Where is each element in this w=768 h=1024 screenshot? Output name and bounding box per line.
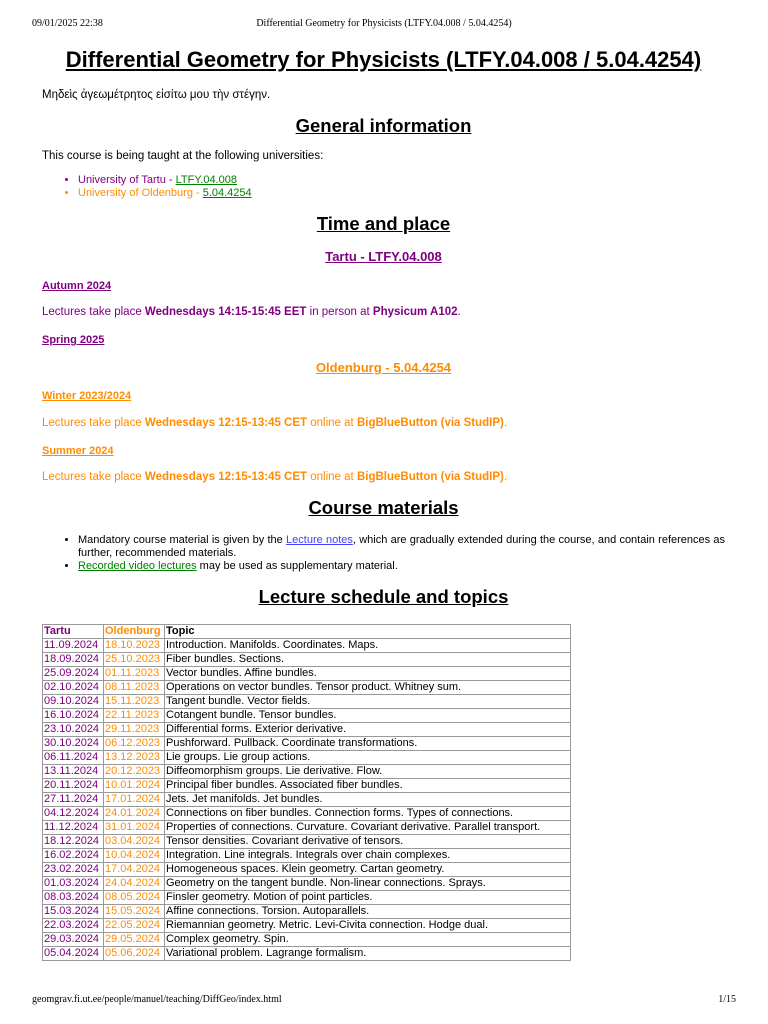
schedule-mid: online at [307,471,357,483]
topic-cell: Riemannian geometry. Metric. Levi-Civita connection. Hodge dual. [165,919,571,933]
topic-cell: Tangent bundle. Vector fields. [165,695,571,709]
oldenburg-date-cell: 24.04.2024 [104,877,165,891]
table-row [43,933,571,947]
print-date: 09/01/2025 22:38 [32,18,103,29]
table-row [43,779,571,793]
oldenburg-date-cell: 20.12.2023 [104,765,165,779]
university-item-oldenburg [78,187,725,200]
table-row [43,891,571,905]
schedule-end: . [503,471,508,483]
oldenburg-date-cell: 13.12.2023 [104,751,165,765]
table-row [43,639,571,653]
topic-cell: Homogeneous spaces. Klein geometry. Cartan geometry. [165,863,571,877]
oldenburg-date-cell: 01.11.2023 [104,667,165,681]
topic-cell: Operations on vector bundles. Tensor product. Whitney sum. [165,681,571,695]
oldenburg-date-cell: 06.12.2023 [104,737,165,751]
oldenburg-date-cell: 18.10.2023 [104,639,165,653]
table-header-row [43,625,571,639]
topic-cell: Properties of connections. Curvature. Covariant derivative. Parallel transport. [165,821,571,835]
topic-cell: Pushforward. Pullback. Coordinate transformations. [165,737,571,751]
time-and-place-heading: Time and place [316,213,451,234]
topic-cell: Variational problem. Lagrange formalism. [165,947,571,961]
column-header-oldenburg: Oldenburg [104,625,165,639]
table-row [43,667,571,681]
oldenburg-date-cell: 22.11.2023 [104,709,165,723]
tartu-date-cell: 09.10.2024 [43,695,104,709]
page-title: Differential Geometry for Physicists (LTFY.04.008 / 5.04.4254) [65,47,702,72]
autumn-2024-label: Autumn 2024 [42,280,112,292]
topic-cell: Differential forms. Exterior derivative. [165,723,571,737]
schedule-mid: online at [307,417,357,429]
schedule-time: Wednesdays 12:15-13:45 CET [144,417,308,429]
tartu-date-cell: 02.10.2024 [43,681,104,695]
schedule-end: . [503,417,508,429]
materials-text: Mandatory course material is given by the [78,534,287,546]
column-header-tartu: Tartu [43,625,104,639]
print-header [32,18,736,32]
topic-cell: Connections on fiber bundles. Connection forms. Types of connections. [165,807,571,821]
topic-cell: Introduction. Manifolds. Coordinates. Maps. [165,639,571,653]
schedule-mid: in person at [306,306,373,318]
oldenburg-date-cell: 24.01.2024 [104,807,165,821]
schedule-time: Wednesdays 12:15-13:45 CET [144,471,308,483]
motto: Μηδεὶς ἀγεωμέτρητος εἰσίτω μου τὴν στέγην. [42,89,271,101]
tartu-date-cell: 15.03.2024 [43,905,104,919]
university-item-tartu [78,174,725,187]
oldenburg-date-cell: 31.01.2024 [104,821,165,835]
materials-item-notes [78,534,725,560]
tartu-date-cell: 16.02.2024 [43,849,104,863]
table-row [43,807,571,821]
lecture-notes-link[interactable]: Lecture notes [286,534,353,546]
table-row [43,863,571,877]
course-code-link-tartu[interactable]: LTFY.04.008 [175,174,237,186]
oldenburg-date-cell: 29.05.2024 [104,933,165,947]
tartu-date-cell: 22.03.2024 [43,919,104,933]
tartu-date-cell: 23.10.2024 [43,723,104,737]
schedule-prefix: Lectures take place [42,417,145,429]
university-name-tartu: University of Tartu - [78,174,176,186]
general-information-heading: General information [295,115,472,136]
tartu-date-cell: 01.03.2024 [43,877,104,891]
tartu-date-cell: 04.12.2024 [43,807,104,821]
print-title: Differential Geometry for Physicists (LTFY.04.008 / 5.04.4254) [256,18,512,29]
schedule-prefix: Lectures take place [42,306,145,318]
oldenburg-date-cell: 08.05.2024 [104,891,165,905]
topic-cell: Complex geometry. Spin. [165,933,571,947]
schedule-table [42,624,571,961]
materials-text: may be used as supplementary material. [196,560,398,572]
topic-cell: Lie groups. Lie group actions. [165,751,571,765]
table-row [43,653,571,667]
topic-cell: Tensor densities. Covariant derivative of tensors. [165,835,571,849]
oldenburg-date-cell: 08.11.2023 [104,681,165,695]
table-row [43,765,571,779]
schedule-end: . [457,306,461,318]
schedule-table-body [43,639,571,961]
materials-item-videos [78,560,725,573]
topic-cell: Jets. Jet manifolds. Jet bundles. [165,793,571,807]
general-intro: This course is being taught at the following universities: [42,150,324,162]
schedule-place: BigBlueButton (via StudIP) [356,417,504,429]
table-row [43,751,571,765]
schedule-prefix: Lectures take place [42,471,145,483]
schedule-room: Physicum A102 [372,306,458,318]
tartu-heading: Tartu - LTFY.04.008 [325,249,442,264]
table-row [43,877,571,891]
topic-cell: Diffeomorphism groups. Lie derivative. Flow. [165,765,571,779]
table-row [43,709,571,723]
tartu-date-cell: 06.11.2024 [43,751,104,765]
tartu-date-cell: 18.09.2024 [43,653,104,667]
materials-list [42,534,725,573]
oldenburg-date-cell: 05.06.2024 [104,947,165,961]
spring-2025-label: Spring 2025 [42,334,105,346]
materials-text: , which are gradually extended during the course, and contain references as further, recommended materials. [78,534,726,559]
topic-cell: Finsler geometry. Motion of point particles. [165,891,571,905]
tartu-date-cell: 25.09.2024 [43,667,104,681]
oldenburg-heading: Oldenburg - 5.04.4254 [315,360,452,375]
oldenburg-date-cell: 03.04.2024 [104,835,165,849]
oldenburg-date-cell: 10.04.2024 [104,849,165,863]
table-row [43,723,571,737]
oldenburg-date-cell: 22.05.2024 [104,919,165,933]
oldenburg-date-cell: 15.11.2023 [104,695,165,709]
tartu-date-cell: 11.12.2024 [43,821,104,835]
course-code-link-oldenburg[interactable]: 5.04.4254 [202,187,252,199]
table-row [43,793,571,807]
topic-cell: Affine connections. Torsion. Autoparallels. [165,905,571,919]
table-row [43,737,571,751]
university-name-oldenburg: University of Oldenburg - [78,187,203,199]
table-row [43,681,571,695]
oldenburg-date-cell: 15.05.2024 [104,905,165,919]
tartu-date-cell: 11.09.2024 [43,639,104,653]
table-row [43,849,571,863]
course-materials-heading: Course materials [308,497,459,518]
tartu-date-cell: 27.11.2024 [43,793,104,807]
column-header-topic: Topic [165,625,571,639]
topic-cell: Principal fiber bundles. Associated fiber bundles. [165,779,571,793]
winter-2023-schedule [42,417,725,429]
summer-2024-schedule [42,471,725,483]
tartu-date-cell: 08.03.2024 [43,891,104,905]
schedule-place: BigBlueButton (via StudIP) [356,471,504,483]
tartu-date-cell: 20.11.2024 [43,779,104,793]
topic-cell: Integration. Line integrals. Integrals over chain complexes. [165,849,571,863]
tartu-date-cell: 05.04.2024 [43,947,104,961]
tartu-date-cell: 30.10.2024 [43,737,104,751]
oldenburg-date-cell: 17.04.2024 [104,863,165,877]
topic-cell: Cotangent bundle. Tensor bundles. [165,709,571,723]
table-row [43,905,571,919]
tartu-date-cell: 18.12.2024 [43,835,104,849]
winter-2023-label: Winter 2023/2024 [42,390,132,402]
summer-2024-label: Summer 2024 [42,445,114,457]
tartu-date-cell: 13.11.2024 [43,765,104,779]
tartu-date-cell: 23.02.2024 [43,863,104,877]
oldenburg-date-cell: 17.01.2024 [104,793,165,807]
autumn-2024-schedule [42,306,725,318]
table-row [43,695,571,709]
video-lectures-link[interactable]: Recorded video lectures [78,560,197,572]
university-list [42,174,725,200]
oldenburg-date-cell: 25.10.2023 [104,653,165,667]
schedule-heading: Lecture schedule and topics [258,586,509,607]
table-row [43,835,571,849]
table-row [43,947,571,961]
topic-cell: Vector bundles. Affine bundles. [165,667,571,681]
schedule-time: Wednesdays 14:15-15:45 EET [144,306,307,318]
topic-cell: Fiber bundles. Sections. [165,653,571,667]
table-row [43,821,571,835]
oldenburg-date-cell: 29.11.2023 [104,723,165,737]
topic-cell: Geometry on the tangent bundle. Non-linear connections. Sprays. [165,877,571,891]
oldenburg-date-cell: 10.01.2024 [104,779,165,793]
tartu-date-cell: 29.03.2024 [43,933,104,947]
table-row [43,919,571,933]
tartu-date-cell: 16.10.2024 [43,709,104,723]
print-page-number: 1/15 [718,994,736,1005]
print-url: geomgrav.fi.ut.ee/people/manuel/teaching/DiffGeo/index.html [32,994,282,1005]
